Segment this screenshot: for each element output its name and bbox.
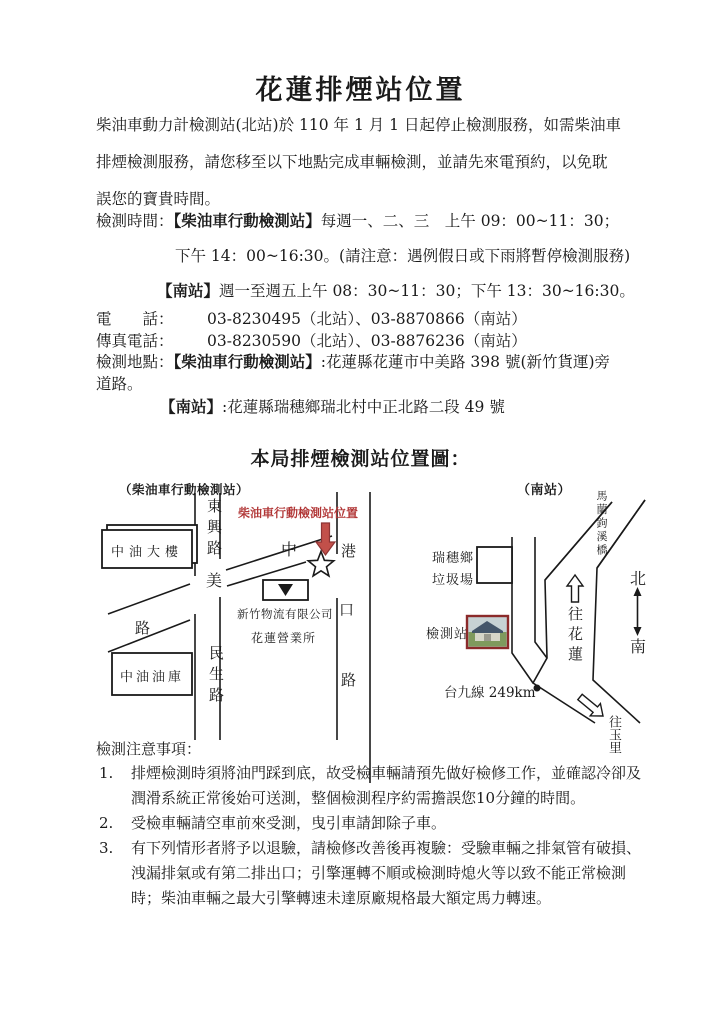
road-label-dongxing: 東興路 xyxy=(205,498,223,561)
south-station-name: 【南站】 xyxy=(157,281,220,300)
mobile-station-name: 【柴油車行動檢測站】 xyxy=(173,211,321,230)
note-number: 2. xyxy=(99,814,114,832)
red-arrow-icon xyxy=(316,523,335,555)
red-star-icon xyxy=(308,552,334,576)
schedule-label: 檢測時間： xyxy=(96,212,174,230)
km-label: 台九線 249km xyxy=(444,685,536,701)
note-text: 時；柴油車輛之最大引擎轉速未達原廠規格最大額定馬力轉速。 xyxy=(131,889,552,907)
intro-line: 排煙檢測服務，請您移至以下地點完成車輛檢測，並請先來電預約，以免耽 xyxy=(96,153,608,171)
note-number: 3. xyxy=(99,839,114,857)
notes-heading: 檢測注意事項： xyxy=(96,740,202,758)
location-row xyxy=(96,350,610,372)
schedule-line-2: 下午 14：00~16:30。(請注意：遇例假日或下雨將暫停檢測服務) xyxy=(175,247,631,265)
location-wrap-row: 道路。 xyxy=(96,375,143,393)
note-row xyxy=(99,837,641,858)
compass-south-label: 南 xyxy=(630,637,647,656)
note-number: 1. xyxy=(99,764,114,782)
landfill-label-line2: 垃圾場 xyxy=(432,573,475,588)
landfill-box xyxy=(477,547,512,583)
right-map-drawing xyxy=(420,470,665,765)
intro-line: 誤您的寶貴時間。 xyxy=(96,190,221,208)
right-map-caption: （南站） xyxy=(517,483,572,498)
gangkou-road-lines xyxy=(337,492,370,783)
up-arrow-icon xyxy=(567,575,583,602)
down-right-arrow-icon xyxy=(578,694,603,716)
cpc-depot-label: 中油油庫 xyxy=(119,670,184,685)
road-label-lu: 路 xyxy=(341,671,357,689)
note-text: 受檢車輛請空車前來受測，曳引車請卸除子車。 xyxy=(131,814,447,832)
location-south-address: :花蓮縣瑞穗鄉瑞北村中正北路二段 49 號 xyxy=(222,398,505,416)
landfill-label-line1: 瑞穗鄉 xyxy=(432,551,475,566)
road-label-zhong: 中 xyxy=(281,540,298,559)
station-label: 檢測站 xyxy=(426,627,469,642)
page-title: 花蓮排煙站位置 xyxy=(255,75,466,106)
fax-row xyxy=(96,329,527,351)
note-text: 潤滑系統正常後始可送測，整個檢測程序約需擔誤您10分鐘的時間。 xyxy=(131,789,586,807)
road-label-kou: 口 xyxy=(339,601,355,619)
phone-value: 03-8230495（北站）、03-8870866（南站） xyxy=(207,310,527,328)
note-text: 排煙檢測時須將油門踩到底，故受檢車輛請預先做好檢修工作，並確認冷卻及 xyxy=(131,764,642,782)
note-text: 有下列情形者將予以退驗，請檢修改善後再複驗：受驗車輛之排氣管有破損、 xyxy=(131,839,642,857)
road-label-gang: 港 xyxy=(341,542,357,560)
location-mobile-address: :花蓮縣花蓮市中美路 398 號(新竹貨運)旁 xyxy=(320,353,611,371)
phone-row xyxy=(96,307,527,329)
company-box xyxy=(263,580,308,600)
fax-value: 03-8230590（北站）、03-8876236（南站） xyxy=(207,332,527,350)
to-hualien-label: 往花蓮 xyxy=(566,606,584,666)
phone-label: 電 話： xyxy=(96,310,174,328)
compass-north-label: 北 xyxy=(630,569,647,588)
schedule-line-1 xyxy=(96,209,619,231)
note-row xyxy=(99,887,551,908)
marker-label: 柴油車行動檢測站位置 xyxy=(238,506,359,520)
company-name-line1: 新竹物流有限公司 xyxy=(237,607,333,621)
note-row xyxy=(99,862,626,883)
bridge-label: 馬蘭鉤溪橋 xyxy=(595,490,608,558)
company-name-line2: 花蓮營業所 xyxy=(251,631,317,645)
intro-line: 柴油車動力計檢測站(北站)於 110 年 1 月 1 日起停止檢測服務，如需柴油車 xyxy=(96,116,621,134)
location-mobile-name: 【柴油車行動檢測站】 xyxy=(173,352,321,371)
location-south-row xyxy=(160,395,505,417)
south-station-hours: 週一至週五上午 08：30~11：30；下午 13：30~16:30。 xyxy=(219,282,635,300)
note-row xyxy=(99,812,446,833)
note-row xyxy=(99,762,641,783)
note-text: 洩漏排氣或有第二排出口；引擎運轉不順或檢測時熄火等以致不能正常檢測 xyxy=(131,864,627,882)
road-label-mei: 美 xyxy=(206,571,223,590)
left-map-caption: （柴油車行動檢測站） xyxy=(119,482,250,497)
mobile-station-hours: 每週一、二、三 上午 09：00~11：30； xyxy=(320,212,620,230)
location-south-name: 【南站】 xyxy=(160,397,223,416)
to-yuli-label: 往玉里 xyxy=(606,715,621,754)
local-road-lines xyxy=(512,537,547,683)
road-label-minsheng: 民生路 xyxy=(207,645,225,708)
station-photo xyxy=(467,616,508,648)
map-section-title: 本局排煙檢測站位置圖： xyxy=(250,448,471,470)
highway-lines xyxy=(533,500,645,723)
location-label: 檢測地點： xyxy=(96,353,174,371)
fax-label: 傳真電話： xyxy=(96,332,174,350)
schedule-line-3 xyxy=(157,279,635,301)
note-row xyxy=(99,787,585,808)
road-label-lu-diagonal: 路 xyxy=(135,619,151,637)
cpc-tower-label: 中油大樓 xyxy=(110,545,183,560)
compass-arrow-icon xyxy=(634,587,642,636)
